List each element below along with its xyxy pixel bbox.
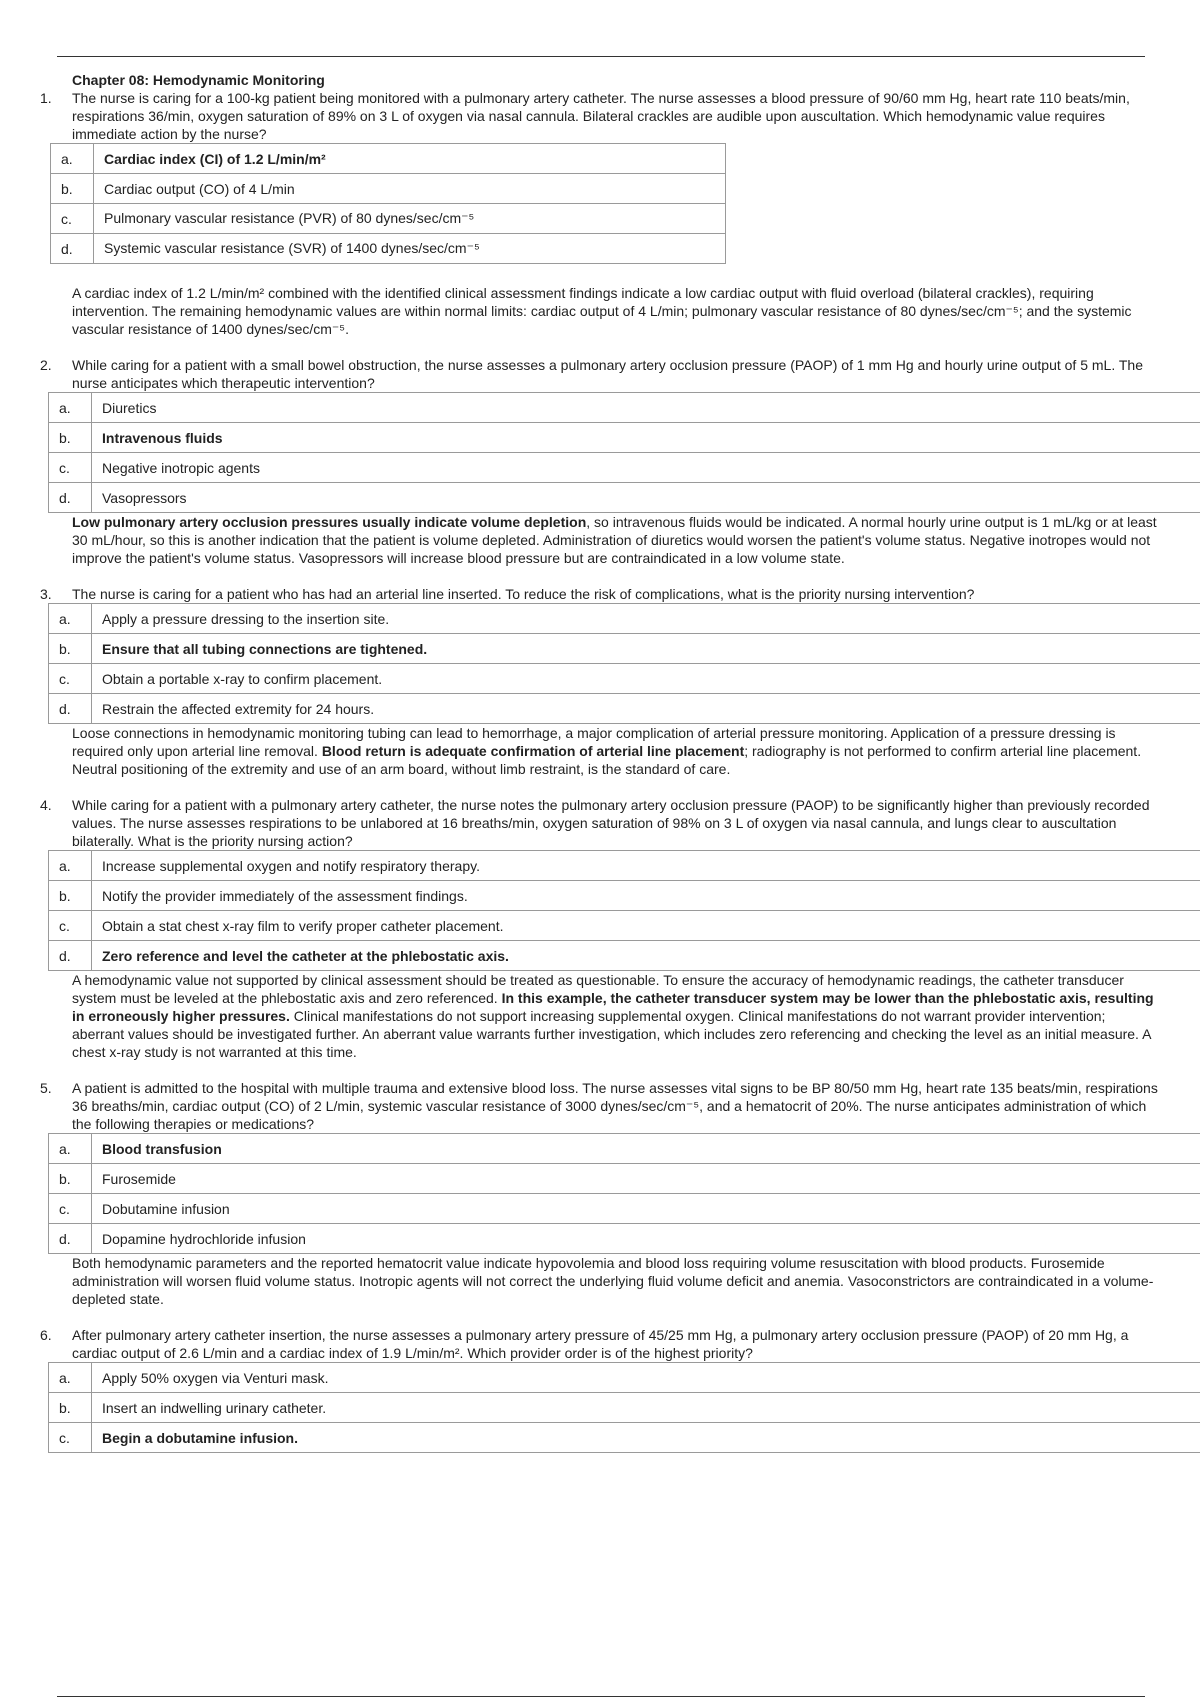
option-text: Negative inotropic agents (92, 453, 1200, 483)
chapter-title: Chapter 08: Hemodynamic Monitoring (72, 72, 325, 88)
option-letter: b. (49, 634, 92, 664)
question-stem: The nurse is caring for a 100-kg patient being monitored with a pulmonary artery catheter. The nurse assesses a blood pressure of 90/60 mm Hg, heart rate 110 beats/min, respirations 36/min, oxygen saturation of 89% on 3 L of oxygen via nasal cannula. Bilateral crackles are audible upon auscultation. Which hemodynamic value requires immediate action by the nurse? (72, 90, 1130, 142)
option-text: Vasopressors (92, 483, 1200, 513)
option-letter: c. (49, 1423, 92, 1453)
option-row[interactable] (49, 1423, 1200, 1453)
options-table (48, 392, 1200, 513)
option-row[interactable] (49, 423, 1200, 453)
rationale-text: Loose connections in hemodynamic monitoring tubing can lead to hemorrhage, a major complication of arterial pressure monitoring. Application of a pressure dressing is required only upon arterial line removal. (72, 725, 1116, 759)
question-2 (40, 356, 1200, 392)
question-stem: The nurse is caring for a patient who has had an arterial line inserted. To reduce the risk of complications, what is the priority nursing intervention? (72, 586, 975, 602)
option-text: Furosemide (92, 1164, 1200, 1194)
option-text-correct: Intravenous fluids (92, 423, 1200, 453)
option-letter: a. (49, 1363, 92, 1393)
question-number: 6. (40, 1327, 52, 1343)
rationale-bold: Low pulmonary artery occlusion pressures usually indicate volume depletion (72, 514, 587, 530)
rationale (72, 513, 1200, 567)
option-letter: b. (49, 1393, 92, 1423)
question-number: 3. (40, 586, 52, 602)
option-row[interactable] (49, 1194, 1200, 1224)
option-text: Obtain a portable x-ray to confirm placement. (92, 664, 1200, 694)
question-number: 2. (40, 357, 52, 373)
option-letter: a. (49, 1134, 92, 1164)
question-number: 5. (40, 1080, 52, 1096)
options-table (48, 1133, 1200, 1254)
option-row[interactable] (49, 664, 1200, 694)
rationale (72, 971, 1200, 1061)
option-letter: a. (49, 851, 92, 881)
option-letter: a. (51, 144, 94, 174)
option-letter: b. (49, 881, 92, 911)
option-letter: d. (49, 1224, 92, 1254)
option-text: Increase supplemental oxygen and notify respiratory therapy. (92, 851, 1200, 881)
top-rule (57, 56, 1145, 57)
rationale-text: ; radiography is not performed to confirm arterial line placement. Neutral positioning of the extremity and use of an arm board, without limb restraint, is the standard of care. (72, 743, 1142, 777)
option-text: Dobutamine infusion (92, 1194, 1200, 1224)
option-row[interactable] (49, 881, 1200, 911)
option-row[interactable] (49, 1134, 1200, 1164)
rationale: Both hemodynamic parameters and the reported hematocrit value indicate hypovolemia and blood loss requiring volume resuscitation with blood products. Furosemide administration will worsen fluid volume status. Inotropic agents will not correct the underlying fluid volume deficit and anemia. Vasoconstrictors are contraindicated in a volume-depleted state. (72, 1255, 1154, 1307)
option-letter: b. (51, 174, 94, 204)
option-row[interactable] (49, 483, 1200, 513)
option-letter: a. (49, 604, 92, 634)
document-body (40, 72, 1200, 1453)
bottom-rule (57, 1696, 1145, 1697)
option-row[interactable] (51, 234, 726, 264)
option-row[interactable] (49, 941, 1200, 971)
question-number: 4. (40, 797, 52, 813)
options-table (48, 603, 1200, 724)
option-letter: d. (49, 694, 92, 724)
rationale-bold: In this example, the catheter transducer system may be lower than the phlebostatic axis, resulting in erroneously higher pressures. (72, 990, 1154, 1024)
option-letter: d. (49, 941, 92, 971)
rationale-text: A hemodynamic value not supported by clinical assessment should be treated as questionable. To ensure the accuracy of hemodynamic readings, the catheter transducer system must be leveled at the phlebostatic axis and zero referenced. (72, 972, 1124, 1006)
option-row[interactable] (49, 453, 1200, 483)
question-6 (40, 1326, 1200, 1362)
option-row[interactable] (51, 144, 726, 174)
option-letter: c. (51, 204, 94, 234)
option-text-correct: Begin a dobutamine infusion. (92, 1423, 1200, 1453)
option-letter: c. (49, 1194, 92, 1224)
option-row[interactable] (49, 1363, 1200, 1393)
option-row[interactable] (49, 1164, 1200, 1194)
option-letter: d. (51, 234, 94, 264)
option-row[interactable] (49, 851, 1200, 881)
option-text: Apply 50% oxygen via Venturi mask. (92, 1363, 1200, 1393)
option-text: Restrain the affected extremity for 24 hours. (92, 694, 1200, 724)
options-table (48, 1362, 1200, 1453)
option-text: Systemic vascular resistance (SVR) of 1400 dynes/sec/cm⁻⁵ (94, 234, 726, 264)
rationale (72, 724, 1200, 778)
option-row[interactable] (49, 694, 1200, 724)
option-text: Obtain a stat chest x-ray film to verify proper catheter placement. (92, 911, 1200, 941)
option-letter: b. (49, 1164, 92, 1194)
option-letter: c. (49, 911, 92, 941)
option-text-correct: Ensure that all tubing connections are tightened. (92, 634, 1200, 664)
option-row[interactable] (49, 1393, 1200, 1423)
question-stem: While caring for a patient with a small bowel obstruction, the nurse assesses a pulmonary artery occlusion pressure (PAOP) of 1 mm Hg and hourly urine output of 5 mL. The nurse anticipates which therapeutic intervention? (72, 357, 1143, 391)
option-row[interactable] (51, 204, 726, 234)
option-row[interactable] (49, 604, 1200, 634)
rationale-text: Clinical manifestations do not support increasing supplemental oxygen. Clinical manifestations do not warrant provider intervention; aberrant values should be investigated further. An aberrant value warrants further investigation, which includes zero referencing and checking the level as an initial measure. A chest x-ray study is not warranted at this time. (72, 1008, 1151, 1060)
option-letter: a. (49, 393, 92, 423)
option-letter: c. (49, 453, 92, 483)
rationale-text: , so intravenous fluids would be indicated. A normal hourly urine output is 1 mL/kg or at least 30 mL/hour, so this is another indication that the patient is volume depleted. Administration of diuretics would worsen the patient's volume status. Negative inotropes would not improve the patient's volume status. Vasopressors will increase blood pressure but are contraindicated in a low volume state. (72, 514, 1157, 566)
option-text: Pulmonary vascular resistance (PVR) of 80 dynes/sec/cm⁻⁵ (94, 204, 726, 234)
rationale: A cardiac index of 1.2 L/min/m² combined with the identified clinical assessment findings indicate a low cardiac output with fluid overload (bilateral crackles), requiring intervention. The remaining hemodynamic values are within normal limits: cardiac output of 4 L/min; pulmonary vascular resistance of 80 dynes/sec/cm⁻⁵; and the systemic vascular resistance of 1400 dynes/sec/cm⁻⁵. (72, 285, 1132, 337)
option-text: Cardiac output (CO) of 4 L/min (94, 174, 726, 204)
question-5 (40, 1079, 1200, 1133)
option-text: Insert an indwelling urinary catheter. (92, 1393, 1200, 1423)
options-table (48, 850, 1200, 971)
option-row[interactable] (49, 911, 1200, 941)
question-stem: A patient is admitted to the hospital with multiple trauma and extensive blood loss. The nurse assesses vital signs to be BP 80/50 mm Hg, heart rate 135 beats/min, respirations 36 breaths/min, cardiac output (CO) of 2 L/min, systemic vascular resistance of 3000 dynes/sec/cm⁻⁵, and a hematocrit of 20%. The nurse anticipates administration of which the following therapies or medications? (72, 1080, 1158, 1132)
option-row[interactable] (49, 1224, 1200, 1254)
question-number: 1. (40, 90, 52, 106)
question-4 (40, 796, 1200, 850)
option-text-correct: Cardiac index (CI) of 1.2 L/min/m² (94, 144, 726, 174)
option-text-correct: Blood transfusion (92, 1134, 1200, 1164)
option-text: Notify the provider immediately of the assessment findings. (92, 881, 1200, 911)
option-row[interactable] (49, 634, 1200, 664)
option-text-correct: Zero reference and level the catheter at the phlebostatic axis. (92, 941, 1200, 971)
option-letter: c. (49, 664, 92, 694)
question-stem: While caring for a patient with a pulmonary artery catheter, the nurse notes the pulmonary artery occlusion pressure (PAOP) to be significantly higher than previously recorded values. The nurse assesses respirations to be unlabored at 16 breaths/min, oxygen saturation of 98% on 3 L of oxygen via nasal cannula, and lungs clear to auscultation bilaterally. What is the priority nursing action? (72, 797, 1150, 849)
option-letter: b. (49, 423, 92, 453)
option-text: Apply a pressure dressing to the insertion site. (92, 604, 1200, 634)
options-table (50, 143, 726, 264)
question-1 (40, 89, 1200, 143)
question-3 (40, 585, 1200, 603)
option-letter: d. (49, 483, 92, 513)
option-text: Dopamine hydrochloride infusion (92, 1224, 1200, 1254)
option-row[interactable] (51, 174, 726, 204)
option-text: Diuretics (92, 393, 1200, 423)
question-stem: After pulmonary artery catheter insertion, the nurse assesses a pulmonary artery pressure of 45/25 mm Hg, a pulmonary artery occlusion pressure (PAOP) of 20 mm Hg, a cardiac output of 2.6 L/min and a cardiac index of 1.9 L/min/m². Which provider order is of the highest priority? (72, 1327, 1129, 1361)
option-row[interactable] (49, 393, 1200, 423)
rationale-bold: Blood return is adequate confirmation of arterial line placement (321, 743, 745, 759)
